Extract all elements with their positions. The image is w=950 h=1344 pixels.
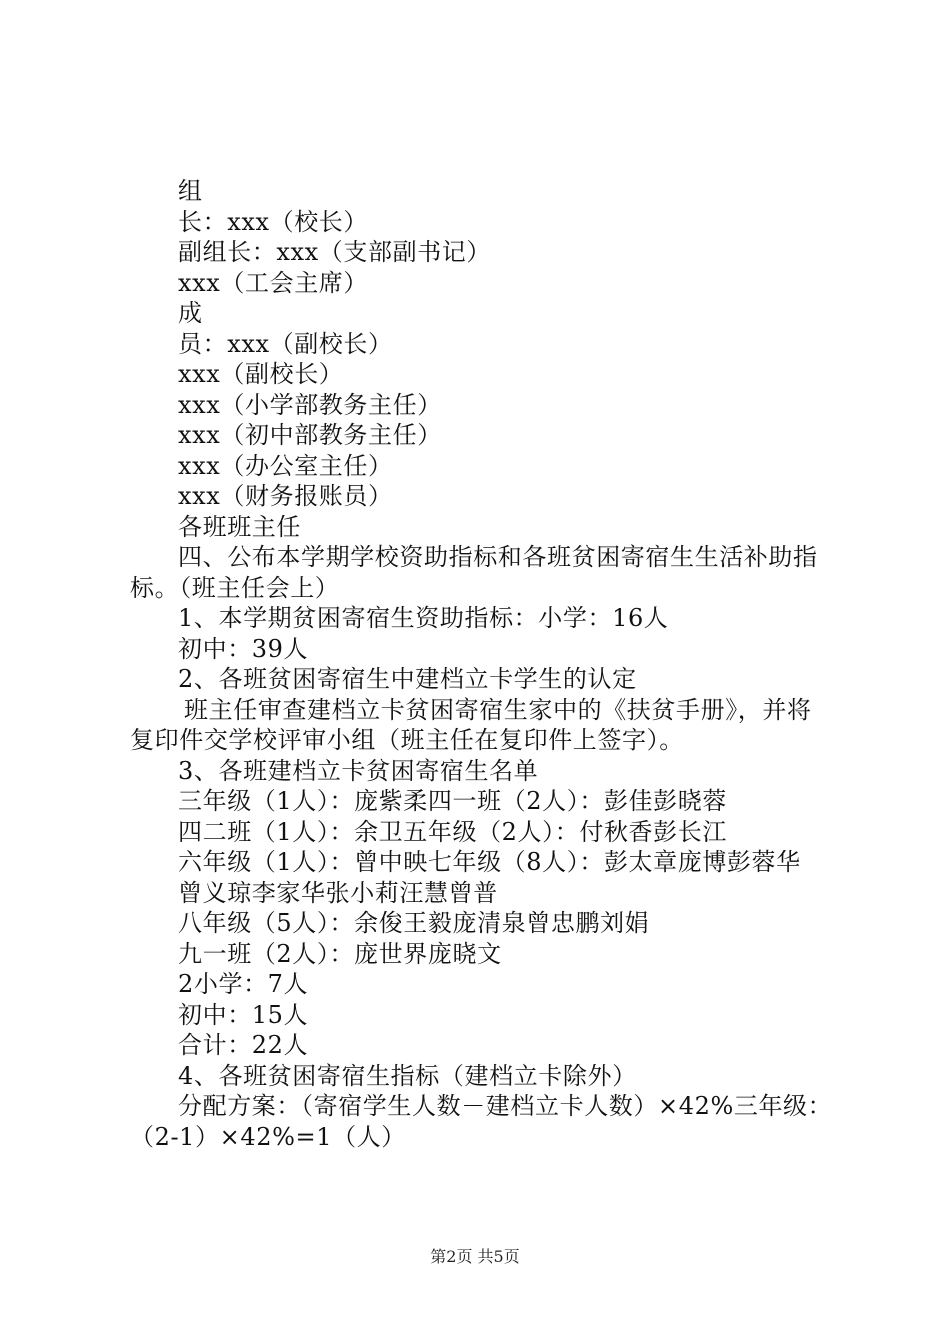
- text-line: xxx（财务报账员）: [178, 482, 393, 510]
- text-line: 三年级（1人）：庞紫柔四一班（2人）：彭佳彭晓蓉: [178, 787, 727, 815]
- text-line: xxx（小学部教务主任）: [178, 390, 442, 419]
- text-line: 四二班（1人）：余卫五年级（2人）：付秋香彭长江: [178, 817, 727, 846]
- text-line: xxx（初中部教务主任）: [178, 421, 442, 449]
- text-line: 初中：15人: [178, 1000, 309, 1029]
- text-line: 九一班（2人）：庞世界庞晓文: [178, 939, 502, 968]
- text-line: xxx（副校长）: [178, 360, 344, 388]
- text-line: 4、各班贫困寄宿生指标（建档立卡除外）: [178, 1061, 637, 1090]
- text-line: 长：xxx（校长）: [178, 207, 369, 236]
- allocation-paragraph: 分配方案：（寄宿学生人数－建档立卡人数）×42%三年级：（2-1）×42%=1（人）: [130, 1092, 833, 1151]
- text-line: 员：xxx（副校长）: [178, 329, 393, 358]
- text-line: 合计：22人: [178, 1031, 309, 1059]
- text-line: 1、本学期贫困寄宿生资助指标：小学：16人: [178, 604, 669, 632]
- page-footer: 第2页 共5页: [430, 1247, 520, 1266]
- text-line: 曾义琼李家华张小莉汪慧曾普: [178, 878, 498, 907]
- text-line: xxx（工会主席）: [178, 268, 369, 297]
- grade-six-paragraph: 六年级（1人）：曾中映七年级（8人）：彭太章庞博彭蓉华: [178, 848, 801, 876]
- text-line: 初中：39人: [178, 634, 309, 663]
- text-line: 2、各班贫困寄宿生中建档立卡学生的认定: [178, 665, 637, 693]
- text-line: 2小学：7人: [178, 970, 309, 998]
- text-line: 各班班主任: [178, 512, 301, 541]
- text-line: 副组长：xxx（支部副书记）: [178, 238, 492, 266]
- text-line: 八年级（5人）：余俊王毅庞清泉曾忠鹏刘娟: [178, 909, 650, 937]
- page-body: [130, 176, 835, 1152]
- text-line: 组: [178, 177, 203, 205]
- text-line: 3、各班建档立卡贫困寄宿生名单: [178, 756, 539, 785]
- text-line: 成: [178, 299, 203, 327]
- text-line: xxx（办公室主任）: [178, 451, 393, 480]
- review-paragraph: 班主任审查建档立卡贫困寄宿生家中的《扶贫手册》，并将复印件交学校评审小组（班主任在复印件上签字）。: [130, 695, 812, 754]
- section-heading-4: 四、公布本学期学校资助指标和各班贫困寄宿生生活补助指标。（班主任会上）: [130, 543, 818, 602]
